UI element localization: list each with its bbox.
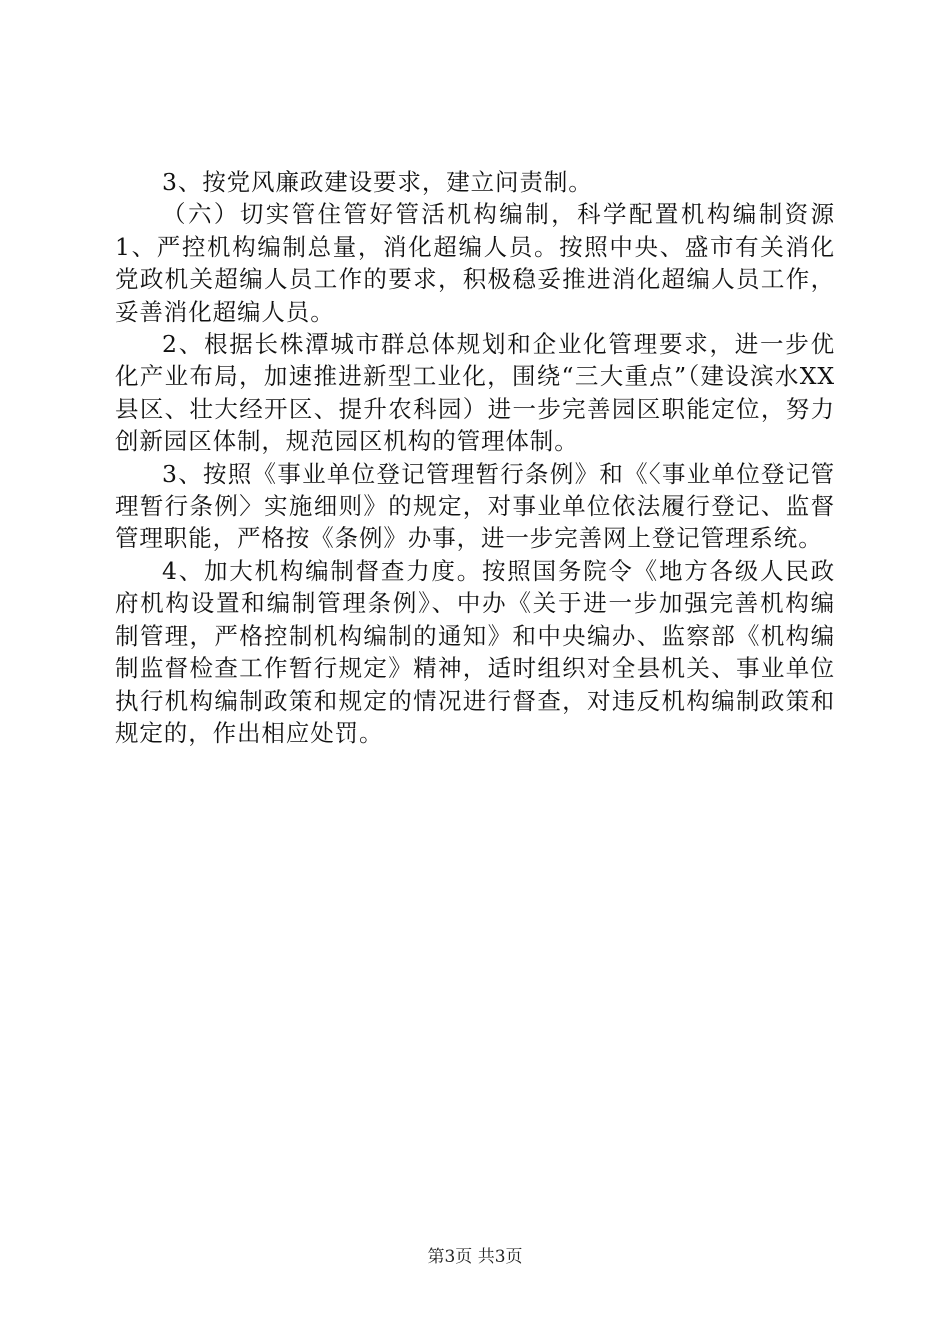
paragraph-supervision: 4、加大机构编制督查力度。按照国务院令《地方各级人民政府机构设置和编制管理条例》、中办《关于进一步加强完善机构编制管理，严格控制机构编制的通知》和中央编办、监察部《机构编制监督检查工作暂行规定》精神，适时组织对全县机关、事业单位执行机构编制政策和规定的情况进行督查，对违反机构编制政策和规定的，作出相应处罚。	[115, 556, 835, 747]
page-number-footer: 第3页 共3页	[427, 1247, 523, 1267]
paragraph-control-staffing: （六）切实管住管好管活机构编制，科学配置机构编制资源1、严控机构编制总量，消化超编人员。按照中央、盛市有关消化党政机关超编人员工作的要求，积极稳妥推进消化超编人员工作，妥善消化超编人员。	[115, 200, 835, 326]
paragraph-institution-registration: 3、按照《事业单位登记管理暂行条例》和《〈事业单位登记管理暂行条例〉实施细则》的规定，对事业单位依法履行登记、监督管理职能，严格按《条例》办事，进一步完善网上登记管理系统。	[115, 459, 835, 553]
document-body	[115, 166, 835, 749]
paragraph-accountability: 3、按党风廉政建设要求，建立问责制。	[162, 168, 593, 196]
paragraph-industrial-layout: 2、根据长株潭城市群总体规划和企业化管理要求，进一步优化产业布局，加速推进新型工业化，围绕“三大重点”（建设滨水XX县区、壮大经开区、提升农科园）进一步完善园区职能定位，努力创新园区体制，规范园区机构的管理体制。	[115, 330, 835, 456]
